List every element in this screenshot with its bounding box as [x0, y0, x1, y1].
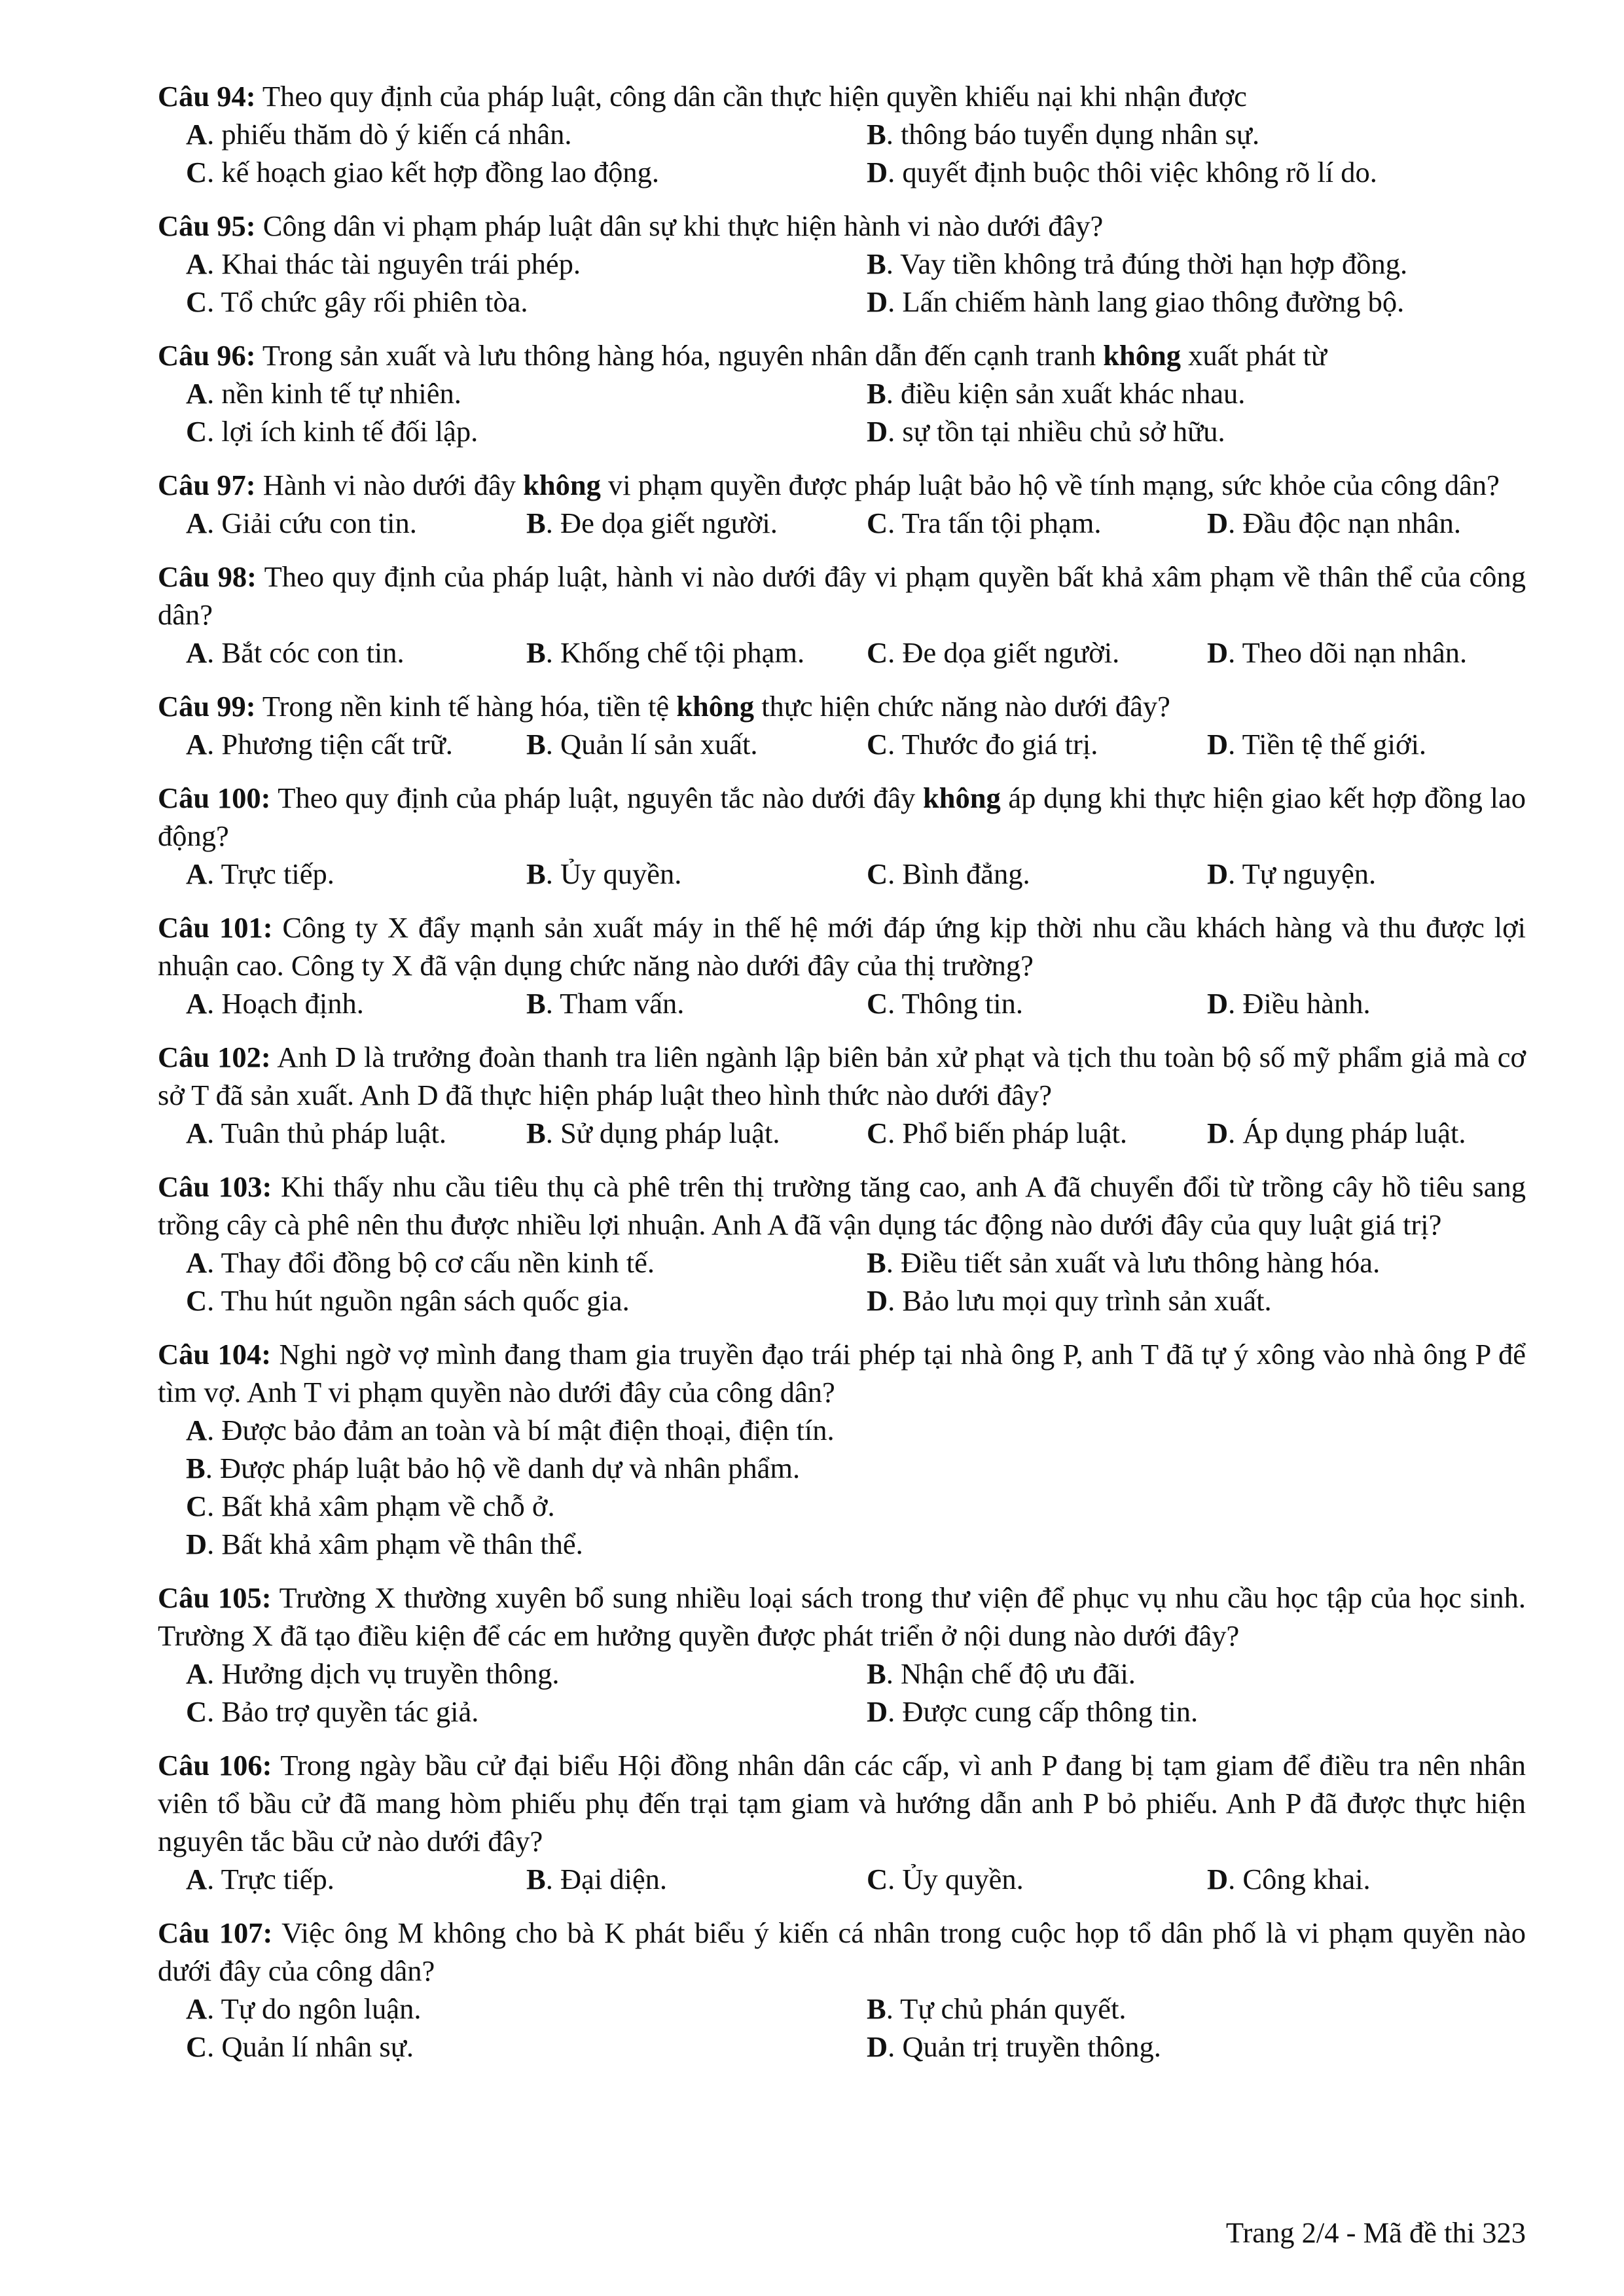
- answer-option-d[interactable]: [867, 1693, 1526, 1731]
- option-text: . Điều tiết sản xuất và lưu thông hàng hóa.: [886, 1246, 1380, 1279]
- option-letter: B: [867, 118, 886, 151]
- option-text: . Ủy quyền.: [888, 1863, 1024, 1895]
- answer-option-b[interactable]: [186, 1449, 1526, 1487]
- answer-option-d[interactable]: [1207, 1860, 1526, 1898]
- question-number: Câu 101:: [158, 911, 273, 944]
- option-letter: D: [1207, 636, 1229, 669]
- option-letter: D: [867, 1695, 888, 1728]
- answer-option-b[interactable]: [867, 115, 1526, 153]
- option-letter: D: [867, 2030, 888, 2063]
- answer-option-b[interactable]: [526, 504, 867, 542]
- option-letter: D: [1207, 857, 1229, 890]
- answer-option-c[interactable]: [186, 1693, 867, 1731]
- option-text: . Đe dọa giết người.: [888, 636, 1120, 669]
- option-letter: A: [186, 1992, 208, 2025]
- answer-option-b[interactable]: [867, 1244, 1526, 1282]
- option-text: . Phương tiện cất trữ.: [207, 728, 453, 761]
- option-text: . Đe dọa giết người.: [545, 507, 778, 539]
- stem-text: Trong ngày bầu cử đại biểu Hội đồng nhân dân các cấp, vì anh P đang bị tạm giam để điều tra nên nhân viên tổ bầu cử đã mang hòm phiếu phụ đến trại tạm giam và hướng dẫn anh P bỏ phiếu. Anh P đã được thực hiện nguyên tắc bầu cử nào dưới đây?: [158, 1749, 1526, 1857]
- option-text: . Tự do ngôn luận.: [207, 1992, 422, 2025]
- option-letter: C: [186, 156, 208, 188]
- option-text: . Trực tiếp.: [207, 1863, 334, 1895]
- answer-option-d[interactable]: [867, 153, 1526, 191]
- answer-option-a[interactable]: [186, 1114, 526, 1152]
- question-stem: [158, 779, 1526, 855]
- stem-text: xuất phát từ: [1180, 339, 1327, 372]
- answer-option-d[interactable]: [867, 283, 1526, 321]
- exam-page: [158, 77, 1526, 2081]
- option-text: . Tham vấn.: [545, 987, 685, 1020]
- option-text: . Lấn chiếm hành lang giao thông đường bộ.: [888, 285, 1405, 318]
- answer-option-d[interactable]: [867, 2028, 1526, 2066]
- option-letter: A: [186, 1863, 208, 1895]
- option-text: . Tuân thủ pháp luật.: [207, 1117, 447, 1149]
- option-letter: D: [867, 156, 888, 188]
- answer-options: [186, 115, 1526, 191]
- answer-option-d[interactable]: [1207, 984, 1526, 1022]
- question-number: Câu 100:: [158, 781, 271, 814]
- answer-options: [186, 725, 1526, 763]
- option-letter: D: [186, 1528, 208, 1560]
- question-number: Câu 98:: [158, 560, 257, 593]
- answer-option-a[interactable]: [186, 374, 867, 412]
- option-text: . Sử dụng pháp luật.: [545, 1117, 780, 1149]
- option-letter: C: [867, 728, 888, 761]
- answer-option-c[interactable]: [867, 1860, 1207, 1898]
- option-letter: B: [526, 507, 546, 539]
- question-block: [158, 558, 1526, 672]
- answer-option-c[interactable]: [867, 725, 1207, 763]
- question-stem: [158, 207, 1526, 245]
- stem-text: áp dụng khi thực hiện giao kết hợp đồng lao động?: [158, 781, 1526, 852]
- question-number: Câu 107:: [158, 1916, 273, 1949]
- question-stem: [158, 1579, 1526, 1655]
- question-block: [158, 77, 1526, 191]
- option-letter: C: [867, 507, 888, 539]
- option-letter: B: [526, 987, 546, 1020]
- question-stem: [158, 908, 1526, 984]
- question-stem: [158, 1168, 1526, 1244]
- answer-options: [186, 245, 1526, 321]
- option-text: . Bảo trợ quyền tác giả.: [207, 1695, 479, 1728]
- question-number: Câu 105:: [158, 1581, 272, 1614]
- option-text: . Quản trị truyền thông.: [888, 2030, 1161, 2063]
- stem-text: Công dân vi phạm pháp luật dân sự khi thực hiện hành vi nào dưới đây?: [255, 209, 1104, 242]
- option-text: . Phổ biến pháp luật.: [888, 1117, 1127, 1149]
- question-number: Câu 103:: [158, 1170, 272, 1203]
- answer-option-c[interactable]: [186, 1487, 1526, 1525]
- question-stem: [158, 1914, 1526, 1990]
- answer-option-a[interactable]: [186, 1655, 867, 1693]
- question-stem: [158, 687, 1526, 725]
- question-block: [158, 1914, 1526, 2066]
- question-stem: [158, 558, 1526, 634]
- answer-option-a[interactable]: [186, 504, 526, 542]
- option-letter: D: [1207, 1863, 1229, 1895]
- option-letter: B: [867, 1992, 886, 2025]
- answer-option-a[interactable]: [186, 245, 867, 283]
- option-letter: D: [867, 1284, 888, 1317]
- option-letter: A: [186, 636, 208, 669]
- option-text: . Bất khả xâm phạm về chỗ ở.: [207, 1490, 555, 1522]
- option-letter: C: [867, 987, 888, 1020]
- option-text: . Khống chế tội phạm.: [545, 636, 805, 669]
- option-text: . lợi ích kinh tế đối lập.: [207, 415, 478, 448]
- answer-option-a[interactable]: [186, 725, 526, 763]
- option-letter: C: [186, 1490, 208, 1522]
- question-block: [158, 1335, 1526, 1563]
- answer-option-d[interactable]: [1207, 725, 1526, 763]
- stem-text: Trong sản xuất và lưu thông hàng hóa, nguyên nhân dẫn đến cạnh tranh: [255, 339, 1104, 372]
- stem-text: Việc ông M không cho bà K phát biểu ý kiến cá nhân trong cuộc họp tổ dân phố là vi phạm quyền nào dưới đây của công dân?: [158, 1916, 1526, 1987]
- question-block: [158, 1168, 1526, 1319]
- answer-option-c[interactable]: [186, 1282, 867, 1319]
- option-letter: D: [1207, 728, 1229, 761]
- answer-option-d[interactable]: [867, 1282, 1526, 1319]
- answer-options: [186, 374, 1526, 450]
- answer-option-c[interactable]: [867, 1114, 1207, 1152]
- option-text: . Ủy quyền.: [545, 857, 682, 890]
- answer-option-c[interactable]: [186, 412, 867, 450]
- option-text: . Hoạch định.: [207, 987, 364, 1020]
- stem-text: vi phạm quyền được pháp luật bảo hộ về tính mạng, sức khỏe của công dân?: [600, 469, 1500, 501]
- answer-option-c[interactable]: [186, 283, 867, 321]
- stem-text: Nghi ngờ vợ mình đang tham gia truyền đạo trái phép tại nhà ông P, anh T đã tự ý xông vào nhà ông P để tìm vợ. Anh T vi phạm quyền nào dưới đây của công dân?: [158, 1338, 1526, 1408]
- question-stem: [158, 466, 1526, 504]
- option-text: . Vay tiền không trả đúng thời hạn hợp đồng.: [886, 247, 1408, 280]
- option-text: . Bình đẳng.: [888, 857, 1030, 890]
- option-text: . Tra tấn tội phạm.: [888, 507, 1102, 539]
- stem-text: Theo quy định của pháp luật, công dân cần thực hiện quyền khiếu nại khi nhận được: [255, 80, 1247, 113]
- answer-option-a[interactable]: [186, 115, 867, 153]
- option-letter: A: [186, 507, 208, 539]
- option-letter: C: [186, 285, 208, 318]
- option-text: . Thay đổi đồng bộ cơ cấu nền kinh tế.: [207, 1246, 655, 1279]
- question-block: [158, 687, 1526, 763]
- answer-options: [186, 504, 1526, 542]
- answer-option-a[interactable]: [186, 634, 526, 672]
- option-text: . Thước đo giá trị.: [888, 728, 1098, 761]
- option-text: . Quản lí nhân sự.: [207, 2030, 414, 2063]
- answer-option-c[interactable]: [186, 2028, 867, 2066]
- option-letter: C: [867, 1117, 888, 1149]
- option-text: . Đại diện.: [545, 1863, 668, 1895]
- option-text: . Quản lí sản xuất.: [545, 728, 758, 761]
- question-block: [158, 1579, 1526, 1731]
- stem-text: Trường X thường xuyên bổ sung nhiều loại sách trong thư viện để phục vụ nhu cầu học tập của học sinh. Trường X đã tạo điều kiện để các em hưởng quyền được phát triển ở nội dung nào dưới đây?: [158, 1581, 1526, 1652]
- answer-option-c[interactable]: [186, 153, 867, 191]
- option-text: . Thông tin.: [888, 987, 1023, 1020]
- question-number: Câu 97:: [158, 469, 256, 501]
- answer-option-b[interactable]: [526, 1860, 867, 1898]
- option-text: . Tổ chức gây rối phiên tòa.: [207, 285, 528, 318]
- option-text: . Nhận chế độ ưu đãi.: [886, 1657, 1136, 1690]
- stem-text: Hành vi nào dưới đây: [255, 469, 524, 501]
- option-text: . Công khai.: [1228, 1863, 1371, 1895]
- answer-option-b[interactable]: [867, 245, 1526, 283]
- emphasis-text: không: [922, 781, 1001, 814]
- option-text: . Được cung cấp thông tin.: [888, 1695, 1199, 1728]
- option-text: . nền kinh tế tự nhiên.: [207, 377, 461, 410]
- stem-text: Theo quy định của pháp luật, hành vi nào dưới đây vi phạm quyền bất khả xâm phạm về thân thể của công dân?: [158, 560, 1526, 631]
- answer-option-b[interactable]: [867, 1655, 1526, 1693]
- option-letter: C: [186, 1284, 208, 1317]
- answer-options: [186, 1655, 1526, 1731]
- option-letter: C: [867, 857, 888, 890]
- question-number: Câu 95:: [158, 209, 256, 242]
- answer-option-b[interactable]: [526, 984, 867, 1022]
- answer-option-d[interactable]: [1207, 634, 1526, 672]
- option-letter: C: [867, 1863, 888, 1895]
- answer-options: [186, 1990, 1526, 2066]
- option-text: . Theo dõi nạn nhân.: [1228, 636, 1468, 669]
- answer-option-d[interactable]: [186, 1525, 1526, 1563]
- option-text: . Tự nguyện.: [1228, 857, 1377, 890]
- option-text: . quyết định buộc thôi việc không rõ lí do.: [888, 156, 1377, 188]
- option-text: . Tự chủ phán quyết.: [886, 1992, 1127, 2025]
- answer-option-c[interactable]: [867, 504, 1207, 542]
- question-number: Câu 102:: [158, 1041, 271, 1073]
- option-text: . Khai thác tài nguyên trái phép.: [207, 247, 581, 280]
- answer-option-b[interactable]: [526, 855, 867, 893]
- answer-options: [186, 1411, 1526, 1563]
- option-text: . sự tồn tại nhiều chủ sở hữu.: [888, 415, 1225, 448]
- option-letter: A: [186, 377, 208, 410]
- emphasis-text: không: [523, 469, 601, 501]
- option-letter: B: [186, 1452, 206, 1484]
- answer-options: [186, 1244, 1526, 1319]
- answer-option-b[interactable]: [867, 374, 1526, 412]
- stem-text: Công ty X đẩy mạnh sản xuất máy in thế hệ mới đáp ứng kịp thời nhu cầu khách hàng và thu được lợi nhuận cao. Công ty X đã vận dụng chức năng nào dưới đây của thị trường?: [158, 911, 1526, 982]
- option-letter: B: [526, 728, 546, 761]
- option-letter: B: [867, 1246, 886, 1279]
- question-block: [158, 779, 1526, 893]
- question-block: [158, 1746, 1526, 1898]
- option-letter: B: [867, 377, 886, 410]
- answer-option-d[interactable]: [1207, 855, 1526, 893]
- option-text: . Bảo lưu mọi quy trình sản xuất.: [888, 1284, 1272, 1317]
- option-letter: A: [186, 1117, 208, 1149]
- question-number: Câu 99:: [158, 690, 256, 723]
- answer-option-a[interactable]: [186, 1860, 526, 1898]
- question-stem: [158, 1335, 1526, 1411]
- option-text: . Bất khả xâm phạm về thân thể.: [207, 1528, 583, 1560]
- option-letter: C: [186, 2030, 208, 2063]
- answer-options: [186, 634, 1526, 672]
- question-block: [158, 1038, 1526, 1152]
- answer-option-b[interactable]: [526, 1114, 867, 1152]
- option-letter: A: [186, 1414, 208, 1446]
- option-letter: A: [186, 1246, 208, 1279]
- option-letter: D: [1207, 1117, 1229, 1149]
- option-text: . Đầu độc nạn nhân.: [1228, 507, 1462, 539]
- option-letter: D: [1207, 987, 1229, 1020]
- stem-text: thực hiện chức năng nào dưới đây?: [754, 690, 1170, 723]
- question-number: Câu 104:: [158, 1338, 272, 1371]
- page-footer: Trang 2/4 - Mã đề thi 323: [1225, 2216, 1526, 2249]
- option-letter: B: [867, 1657, 886, 1690]
- answer-option-c[interactable]: [867, 634, 1207, 672]
- option-letter: B: [526, 1117, 546, 1149]
- option-text: . Giải cứu con tin.: [207, 507, 417, 539]
- answer-option-c[interactable]: [867, 984, 1207, 1022]
- answer-option-a[interactable]: [186, 855, 526, 893]
- option-letter: B: [526, 857, 546, 890]
- answer-option-a[interactable]: [186, 1244, 867, 1282]
- answer-option-c[interactable]: [867, 855, 1207, 893]
- stem-text: Trong nền kinh tế hàng hóa, tiền tệ: [255, 690, 677, 723]
- option-letter: A: [186, 247, 208, 280]
- answer-option-b[interactable]: [867, 1990, 1526, 2028]
- option-text: . Điều hành.: [1228, 987, 1371, 1020]
- answer-option-d[interactable]: [867, 412, 1526, 450]
- question-block: [158, 466, 1526, 542]
- answer-options: [186, 1860, 1526, 1898]
- option-text: . thông báo tuyển dụng nhân sự.: [886, 118, 1260, 151]
- question-number: Câu 94:: [158, 80, 256, 113]
- option-letter: A: [186, 857, 208, 890]
- question-block: [158, 207, 1526, 321]
- option-letter: B: [526, 1863, 546, 1895]
- option-letter: A: [186, 1657, 208, 1690]
- option-text: . Trực tiếp.: [207, 857, 334, 890]
- question-stem: [158, 77, 1526, 115]
- option-text: . điều kiện sản xuất khác nhau.: [886, 377, 1246, 410]
- question-stem: [158, 1038, 1526, 1114]
- option-letter: B: [867, 247, 886, 280]
- answer-option-a[interactable]: [186, 1411, 1526, 1449]
- option-text: . Bắt cóc con tin.: [207, 636, 405, 669]
- option-text: . kế hoạch giao kết hợp đồng lao động.: [207, 156, 660, 188]
- answer-option-b[interactable]: [526, 634, 867, 672]
- emphasis-text: không: [676, 690, 755, 723]
- stem-text: Theo quy định của pháp luật, nguyên tắc nào dưới đây: [270, 781, 923, 814]
- question-number: Câu 106:: [158, 1749, 272, 1782]
- option-text: . Hưởng dịch vụ truyền thông.: [207, 1657, 560, 1690]
- answer-option-a[interactable]: [186, 1990, 867, 2028]
- option-letter: D: [1207, 507, 1229, 539]
- option-text: . Được pháp luật bảo hộ về danh dự và nhân phẩm.: [205, 1452, 801, 1484]
- option-letter: A: [186, 987, 208, 1020]
- option-text: . Áp dụng pháp luật.: [1228, 1117, 1466, 1149]
- answer-option-d[interactable]: [1207, 1114, 1526, 1152]
- option-letter: A: [186, 118, 208, 151]
- answer-options: [186, 855, 1526, 893]
- answer-option-d[interactable]: [1207, 504, 1526, 542]
- option-letter: D: [867, 415, 888, 448]
- question-block: [158, 908, 1526, 1022]
- option-letter: D: [867, 285, 888, 318]
- answer-option-b[interactable]: [526, 725, 867, 763]
- option-letter: C: [867, 636, 888, 669]
- question-number: Câu 96:: [158, 339, 256, 372]
- stem-text: Khi thấy nhu cầu tiêu thụ cà phê trên thị trường tăng cao, anh A đã chuyển đổi từ trồng cây hồ tiêu sang trồng cây cà phê nên thu được nhiều lợi nhuận. Anh A đã vận dụng tác động nào dưới đây của quy luật giá trị?: [158, 1170, 1526, 1241]
- question-block: [158, 336, 1526, 450]
- stem-text: Anh D là trưởng đoàn thanh tra liên ngành lập biên bản xử phạt và tịch thu toàn bộ số mỹ phẩm giả mà cơ sở T đã sản xuất. Anh D đã thực hiện pháp luật theo hình thức nào dưới đây?: [158, 1041, 1526, 1111]
- answer-options: [186, 984, 1526, 1022]
- option-letter: C: [186, 1695, 208, 1728]
- option-text: . phiếu thăm dò ý kiến cá nhân.: [207, 118, 572, 151]
- answer-option-a[interactable]: [186, 984, 526, 1022]
- option-letter: A: [186, 728, 208, 761]
- option-letter: B: [526, 636, 546, 669]
- emphasis-text: không: [1103, 339, 1181, 372]
- question-stem: [158, 336, 1526, 374]
- option-letter: C: [186, 415, 208, 448]
- option-text: . Thu hút nguồn ngân sách quốc gia.: [207, 1284, 630, 1317]
- option-text: . Tiền tệ thế giới.: [1228, 728, 1427, 761]
- question-stem: [158, 1746, 1526, 1860]
- option-text: . Được bảo đảm an toàn và bí mật điện thoại, điện tín.: [207, 1414, 835, 1446]
- answer-options: [186, 1114, 1526, 1152]
